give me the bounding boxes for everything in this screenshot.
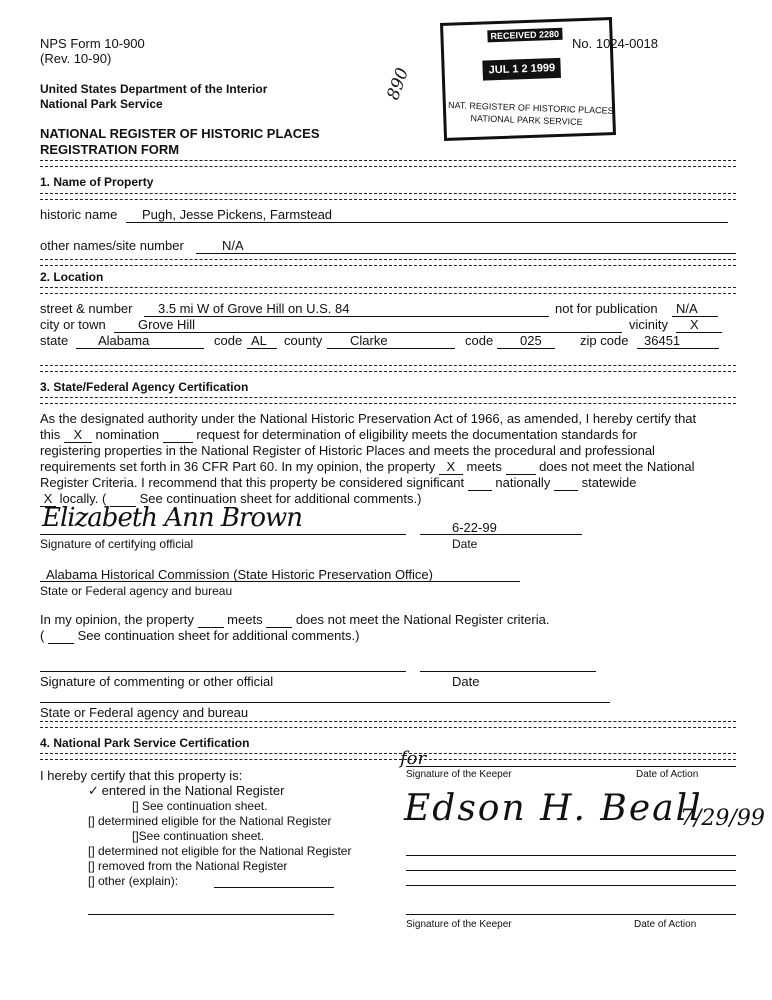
opinion-line1: In my opinion, the property meets does not meet the National Register criteria. <box>40 612 550 627</box>
certifying-date-label: Date <box>452 537 478 551</box>
form-revision: (Rev. 10-90) <box>40 51 112 66</box>
certifying-official-signature: Elizabeth Ann Brown <box>42 503 303 533</box>
not-for-publication-label: not for publication <box>555 301 658 316</box>
street-value[interactable]: 3.5 mi W of Grove Hill on U.S. 84 <box>158 301 350 316</box>
not-eligible-checkbox-item[interactable]: [] determined not eligible for the National Register <box>88 844 352 858</box>
other-explain-line2 <box>88 914 334 915</box>
stamp-line1: NAT. REGISTER OF HISTORIC PLACES <box>447 100 614 116</box>
state-agency-line <box>40 581 520 582</box>
historic-name-line <box>126 222 728 223</box>
nps-certify-intro: I hereby certify that this property is: <box>40 768 243 783</box>
section3-heading: 3. State/Federal Agency Certification <box>40 380 249 394</box>
vicinity-label: vicinity <box>629 317 669 332</box>
section-divider <box>40 259 736 266</box>
certification-text-line3: registering properties in the National Register of Historic Places and meets the procedural and professional <box>40 443 655 458</box>
nomination-mark[interactable]: X <box>64 427 92 443</box>
other-names-value[interactable]: N/A <box>222 238 244 253</box>
state-label: state <box>40 333 69 348</box>
historic-name-value[interactable]: Pugh, Jesse Pickens, Farmstead <box>142 207 333 222</box>
stamp-date: JUL 1 2 1999 <box>482 58 561 81</box>
section-divider <box>40 397 736 404</box>
other-explain-line <box>214 887 334 888</box>
certifying-signature-label: Signature of certifying official <box>40 537 194 551</box>
keeper-line-b <box>406 870 736 871</box>
section-divider <box>40 287 736 294</box>
zip-value[interactable]: 36451 <box>644 333 681 348</box>
for-note: for <box>400 748 427 769</box>
commenting-signature-line <box>40 671 406 672</box>
form-title-line2: REGISTRATION FORM <box>40 142 180 157</box>
state-agency-value[interactable]: Alabama Historical Commission (State Historic Preservation Office) <box>46 567 433 582</box>
street-line <box>144 316 549 317</box>
keeper-signature-top-line <box>406 766 736 767</box>
received-stamp <box>440 17 616 141</box>
keeper-line-c <box>406 885 736 886</box>
commenting-agency-line <box>40 702 610 703</box>
keeper-line-a <box>406 855 736 856</box>
section-divider <box>40 753 736 760</box>
commenting-signature-label: Signature of commenting or other official <box>40 674 274 689</box>
county-code-value[interactable]: 025 <box>520 333 542 348</box>
certification-text-line5: Register Criteria. I recommend that this property be considered significant nationally statewide <box>40 475 637 490</box>
department-name: United States Department of the Interior <box>40 82 268 96</box>
opinion-line2: ( See continuation sheet for additional comments.) <box>40 628 360 643</box>
keeper-signature-label: Signature of the Keeper <box>406 769 512 780</box>
section-divider <box>40 721 736 728</box>
section4-heading: 4. National Park Service Certification <box>40 736 250 750</box>
certifying-signature-line <box>40 534 406 535</box>
zip-label: zip code <box>580 333 629 348</box>
form-number: NPS Form 10-900 <box>40 36 145 51</box>
certification-text-line6: X locally. ( See continuation sheet for additional comments.) <box>40 491 421 507</box>
stamp-line2: NATIONAL PARK SERVICE <box>470 113 583 128</box>
street-label: street & number <box>40 301 133 316</box>
keeper-signature-label-bottom: Signature of the Keeper <box>406 919 512 930</box>
other-names-line <box>196 253 736 254</box>
form-title-line1: NATIONAL REGISTER OF HISTORIC PLACES <box>40 126 320 141</box>
entered-continuation[interactable]: [] See continuation sheet. <box>132 799 268 813</box>
other-checkbox-item[interactable]: [] other (explain): <box>88 874 179 888</box>
historic-name-label: historic name <box>40 207 118 222</box>
keeper-signature: Edson H. Beall <box>404 788 703 829</box>
state-value[interactable]: Alabama <box>98 333 150 348</box>
state-code-value[interactable]: AL <box>251 333 267 348</box>
keeper-signature-bottom-line <box>406 914 736 915</box>
date-of-action-label-bottom: Date of Action <box>634 919 697 930</box>
locally-mark[interactable]: X <box>40 491 56 507</box>
vicinity-value[interactable]: X <box>690 317 699 332</box>
eligible-continuation[interactable]: []See continuation sheet. <box>132 829 265 843</box>
section-divider <box>40 193 736 200</box>
certification-text-line2: this X nomination request for determination of eligibility meets the documentation standards for <box>40 427 638 442</box>
commenting-date-line <box>420 671 596 672</box>
date-of-action-label: Date of Action <box>636 769 699 780</box>
certification-text-line1: As the designated authority under the National Historic Preservation Act of 1966, as amended, I hereby certify that <box>40 411 697 426</box>
check-mark-icon: ✓ <box>88 783 99 798</box>
commenting-date-label: Date <box>452 674 480 689</box>
commenting-agency-label: State or Federal agency and bureau <box>40 705 249 720</box>
county-code-label: code <box>465 333 494 348</box>
state-code-line <box>247 348 277 349</box>
state-code-label: code <box>214 333 243 348</box>
section1-heading: 1. Name of Property <box>40 175 154 189</box>
entered-checkbox-item[interactable]: ✓ entered in the National Register <box>88 783 285 798</box>
city-value[interactable]: Grove Hill <box>138 317 196 332</box>
city-label: city or town <box>40 317 106 332</box>
meets-mark[interactable]: X <box>439 459 463 475</box>
stamp-received-text: RECEIVED 2280 <box>487 28 562 43</box>
removed-checkbox-item[interactable]: [] removed from the National Register <box>88 859 288 873</box>
section-divider <box>40 160 736 167</box>
service-name: National Park Service <box>40 97 163 111</box>
county-code-line <box>497 348 555 349</box>
county-line <box>327 348 455 349</box>
certification-text-line4: requirements set forth in 36 CFR Part 60. In my opinion, the property X meets does not meet the National <box>40 459 695 474</box>
county-label: county <box>284 333 323 348</box>
vicinity-line <box>676 332 722 333</box>
state-agency-label: State or Federal agency and bureau <box>40 584 233 598</box>
certifying-date-line <box>420 534 582 535</box>
not-for-publication-value[interactable]: N/A <box>676 301 698 316</box>
other-names-label: other names/site number <box>40 238 184 253</box>
omb-number: No. 1024-0018 <box>572 36 659 51</box>
section2-heading: 2. Location <box>40 270 104 284</box>
certifying-date-value[interactable]: 6-22-99 <box>452 520 497 535</box>
county-value[interactable]: Clarke <box>350 333 388 348</box>
handwritten-number: 890 <box>383 65 414 103</box>
zip-line <box>637 348 719 349</box>
keeper-action-date: 7/29/99 <box>680 806 765 831</box>
eligible-checkbox-item[interactable]: [] determined eligible for the National Register <box>88 814 332 828</box>
section-divider <box>40 365 736 372</box>
state-line <box>76 348 204 349</box>
